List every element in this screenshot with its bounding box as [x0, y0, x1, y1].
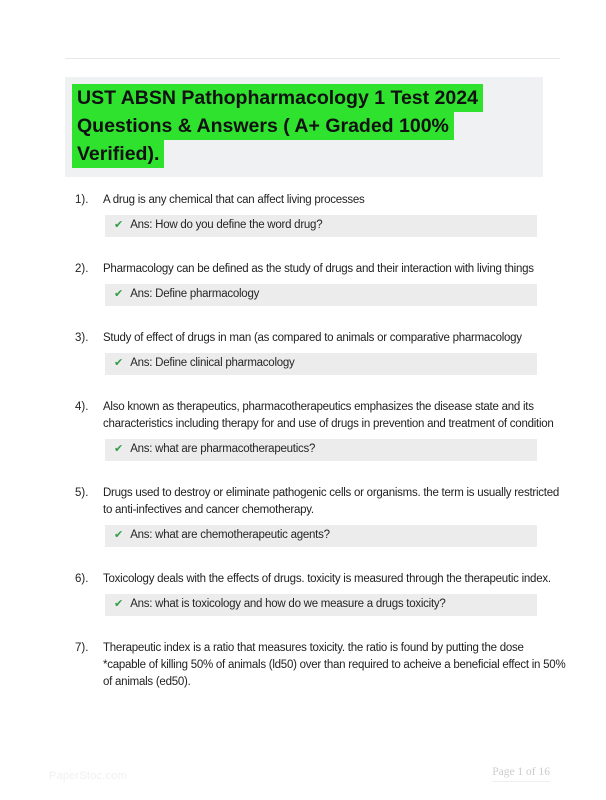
check-icon: ✔ [114, 443, 124, 455]
page-number: Page 1 of 16 [492, 766, 550, 782]
header-divider [65, 58, 560, 59]
question-text: Also known as therapeutics, pharmacotherapeutics emphasizes the disease state and its characteristics including therapy for and use of drugs in prevention and treatment of condition [103, 401, 554, 430]
question-body [103, 485, 567, 547]
question-item [75, 640, 567, 691]
answer-text: Ans: Define clinical pharmacology [130, 357, 295, 369]
question-item [75, 192, 567, 237]
answer-text: Ans: How do you define the word drug? [130, 219, 323, 231]
question-item [75, 571, 567, 616]
question-body [103, 330, 567, 375]
question-body [103, 399, 567, 461]
answer-box [105, 525, 537, 547]
answer-box [105, 284, 537, 306]
answer-text: Ans: Define pharmacology [130, 288, 260, 300]
answer-box [105, 439, 537, 461]
question-number: 5). [75, 487, 89, 499]
answer-text: Ans: what are pharmacotherapeutics? [130, 443, 316, 455]
question-text: Toxicology deals with the effects of drugs. toxicity is measured through the therapeutic index. [103, 573, 551, 585]
check-icon: ✔ [114, 529, 124, 541]
question-number: 1). [75, 194, 89, 206]
question-number: 3). [75, 332, 89, 344]
answer-box [105, 594, 537, 616]
question-text: Pharmacology can be defined as the study of drugs and their interaction with living things [103, 263, 534, 275]
question-item [75, 261, 567, 306]
answer-text: Ans: what is toxicology and how do we measure a drugs toxicity? [130, 598, 446, 610]
question-text: Study of effect of drugs in man (as compared to animals or comparative pharmacology [103, 332, 522, 344]
page-title: UST ABSN Pathopharmacology 1 Test 2024 Questions & Answers ( A+ Graded 100% Verified). [72, 84, 483, 168]
check-icon: ✔ [114, 219, 124, 231]
answer-box [105, 353, 537, 375]
question-body [103, 261, 567, 306]
answer-box [105, 215, 537, 237]
question-number: 6). [75, 573, 89, 585]
question-number: 7). [75, 642, 89, 654]
question-text: Drugs used to destroy or eliminate pathogenic cells or organisms. the term is usually restricted to anti-infectives and cancer chemotherapy. [103, 487, 560, 516]
title-block [65, 77, 543, 177]
question-number: 2). [75, 263, 89, 275]
question-body [103, 192, 567, 237]
check-icon: ✔ [114, 357, 124, 369]
question-text: A drug is any chemical that can affect living processes [103, 194, 365, 206]
question-item [75, 399, 567, 461]
answer-text: Ans: what are chemotherapeutic agents? [130, 529, 330, 541]
question-number: 4). [75, 401, 89, 413]
question-item [75, 330, 567, 375]
check-icon: ✔ [114, 598, 124, 610]
question-item [75, 485, 567, 547]
question-list [75, 192, 567, 715]
question-body [103, 640, 567, 691]
check-icon: ✔ [114, 288, 124, 300]
question-text: Therapeutic index is a ratio that measures toxicity. the ratio is found by putting the dose *capable of killing 50% of animals (ld50) over than required to acheive a beneficial effect in 50% of animals (ed50). [103, 642, 566, 688]
question-body [103, 571, 567, 616]
watermark: PaperStoc.com [49, 770, 127, 782]
